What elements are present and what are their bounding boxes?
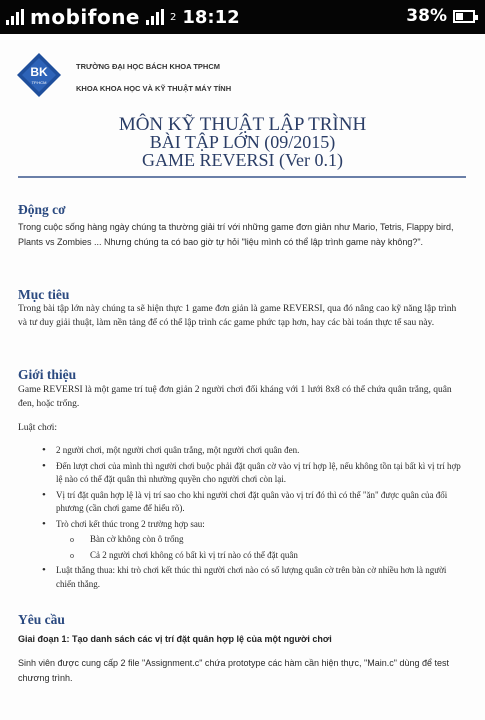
rule-item: • 2 người chơi, một người chơi quân trắng, một người chơi quân đen.: [18, 444, 466, 458]
rules-label: Luật chơi:: [18, 423, 58, 433]
requirements-text: Sinh viên được cung cấp 2 file "Assignment.c" chứa prototype các hàm cần hiện thực, "Main.c" dùng để test chương trình.: [18, 658, 449, 683]
network-indicator: 2: [170, 11, 177, 23]
rule-subitem: o Bàn cờ không còn ô trống: [18, 533, 466, 547]
signal-strength-2-icon: [146, 9, 164, 25]
signal-strength-icon: [6, 9, 24, 25]
status-right: [406, 6, 475, 26]
battery-fill: [456, 13, 463, 20]
goal-text: Trong bài tập lớn này chúng ta sẽ hiện thực 1 game đơn giản là game REVERSI, qua đó nâng cao kỹ năng lập trình và tư duy giải thuật, làm nền tảng để có thể lập trình các game phức tạp hơn, hay các bài toán thực tế sau này.: [18, 304, 457, 328]
rule-item: • Đến lượt chơi của mình thì người chơi buộc phải đặt quân cờ vào vị trí hợp lệ, nếu không tồn tại bất kì vị trí hợp lệ nào có thể đặt quân thì nhường quyền cho người chơi còn lại.: [18, 460, 466, 487]
requirements-heading: Yêu cầu: [18, 612, 65, 627]
assignment-title: BÀI TẬP LỚN (09/2015): [149, 132, 336, 152]
status-left: [6, 6, 240, 28]
title-divider: [18, 176, 466, 178]
clock: 18:12: [182, 6, 240, 28]
course-title: MÔN KỸ THUẬT LẬP TRÌNH: [118, 114, 367, 135]
rule-item: • Vị trí đặt quân hợp lệ là vị trí sao cho khi người chơi đặt quân vào vị trí đó thì có thể "ăn" được quân của đối phương (cần chơi game để hiểu rõ).: [18, 489, 466, 516]
stage1-heading: Giai đoạn 1: Tạo danh sách các vị trí đặt quân hợp lệ của một người chơi: [18, 634, 332, 644]
goal-heading: Mục tiêu: [18, 287, 70, 302]
motivation-heading: Động cơ: [18, 202, 66, 217]
rule-item: • Trò chơi kết thúc trong 2 trường hợp sau:: [18, 518, 466, 532]
motivation-text: Trong cuộc sống hàng ngày chúng ta thường giải trí với những game đơn giản như Mario, Tetris, Flappy bird, Plants vs Zombies ... Nhưng chúng ta có bao giờ tự hỏi "liệu mình có thể lập trình game này không?".: [18, 222, 454, 247]
rule-item: • Luật thắng thua: khi trò chơi kết thúc thì người chơi nào có số lượng quân cờ trên bàn cờ nhiều hơn là người chiến thắng.: [18, 564, 466, 591]
intro-heading: Giới thiệu: [18, 367, 77, 382]
carrier-name: mobifone: [30, 5, 140, 29]
battery-percentage: 38%: [406, 6, 447, 26]
intro-text: Game REVERSI là một game trí tuệ đơn giản 2 người chơi đối kháng với 1 lưới 8x8 có thể chứa quân trắng, quân đen, hoặc trống.: [18, 385, 452, 409]
rule-subitem: o Cả 2 người chơi không có bất kì vị trí nào có thể đặt quân: [18, 549, 466, 563]
logo-text: BK: [30, 65, 48, 79]
faculty-name: KHOA KHOA HỌC VÀ KỸ THUẬT MÁY TÍNH: [76, 84, 232, 93]
battery-icon: [453, 10, 475, 23]
university-name: TRƯỜNG ĐẠI HỌC BÁCH KHOA TPHCM: [76, 62, 221, 71]
status-bar: [0, 0, 485, 34]
university-logo: [16, 52, 62, 98]
logo-subtext: TP.HCM: [31, 80, 47, 85]
game-title: GAME REVERSI (Ver 0.1): [142, 150, 343, 170]
rules-list: [18, 444, 466, 593]
